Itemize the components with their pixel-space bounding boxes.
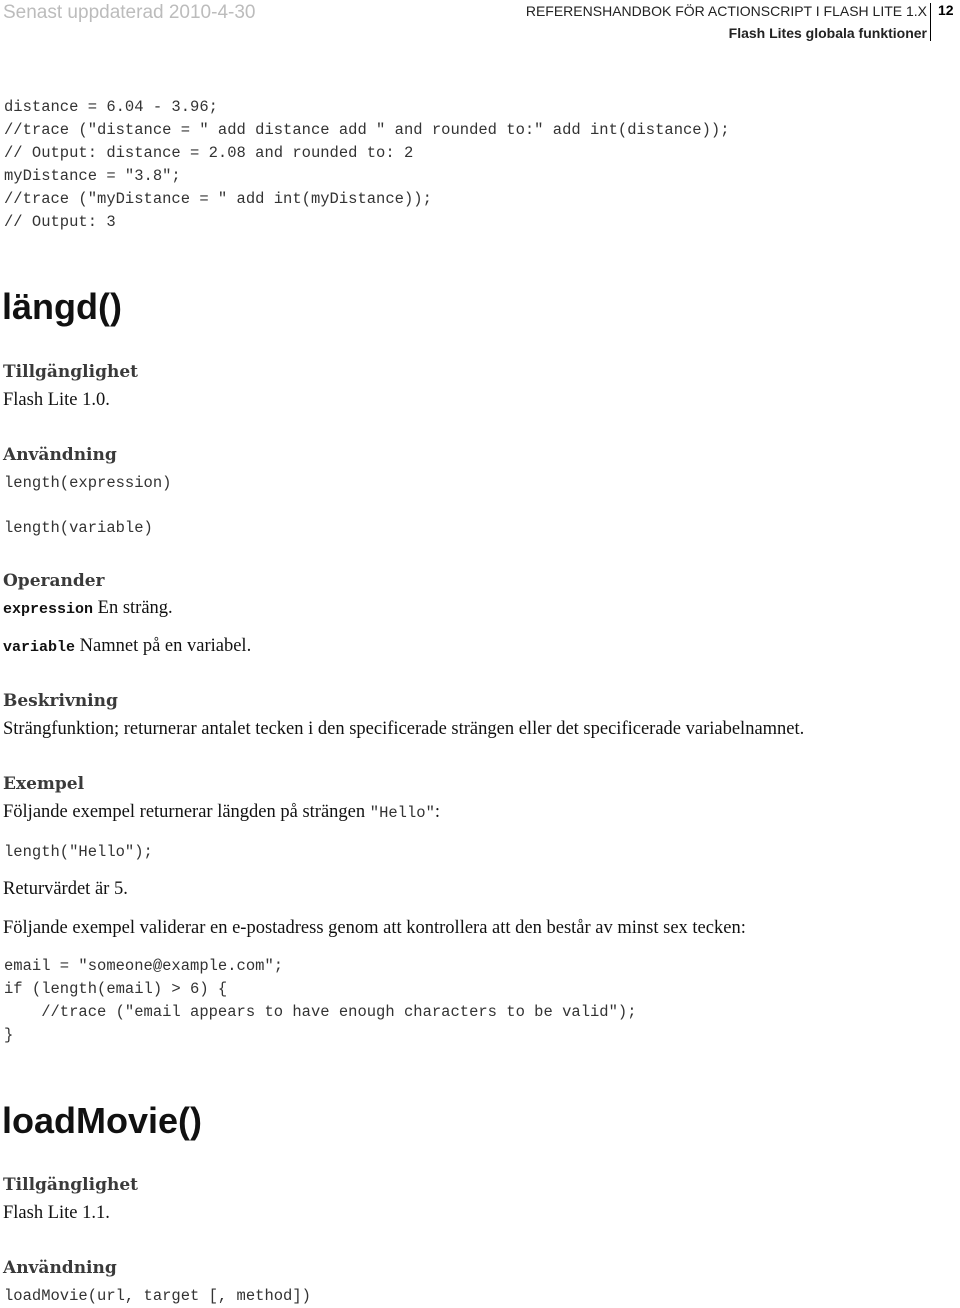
usage-heading: Användning	[3, 445, 117, 465]
operand-variable-name: variable	[3, 639, 76, 656]
example-code-2: email = "someone@example.com"; if (length(email) > 6) { //trace ("email appears to have enough characters to be valid"); }	[4, 957, 637, 1044]
loadmovie-usage-code: loadMovie(url, target [, method])	[4, 1287, 311, 1305]
header-divider	[930, 3, 931, 41]
usage-code-1: length(expression)	[4, 474, 172, 492]
last-updated-label: Senast uppdaterad 2010-4-30	[3, 2, 256, 23]
operand-expression-desc: En sträng.	[97, 598, 173, 618]
code-block-int-example: distance = 6.04 - 3.96; //trace ("distance = " add distance add " and rounded to:" add int(distance)); // Output: distance = 2.08 and rounded to: 2 myDistance = "3.8"; //trace ("myDistance = " add int(myDistance)); // Output: 3	[4, 98, 730, 231]
loadmovie-availability-heading: Tillgänglighet	[3, 1175, 139, 1195]
page-number: 12	[938, 2, 954, 18]
description-heading: Beskrivning	[3, 691, 118, 711]
section-title-loadmovie: loadMovie()	[2, 1100, 203, 1141]
operand-variable-desc: Namnet på en variabel.	[79, 636, 252, 656]
operand-expression-name: expression	[3, 601, 94, 618]
usage-code-2: length(variable)	[4, 519, 153, 537]
example-heading: Exempel	[3, 774, 85, 794]
example-intro-colon: :	[434, 802, 441, 822]
example-code-1: length("Hello");	[4, 843, 153, 861]
example-intro-text: Följande exempel returnerar längden på strängen	[3, 802, 370, 822]
description-text: Strängfunktion; returnerar antalet tecken i den specificerade strängen eller det specificerade variabelnamnet.	[3, 719, 805, 739]
book-title: REFERENSHANDBOK FÖR ACTIONSCRIPT I FLASH LITE 1.X	[525, 3, 927, 19]
section-title-length: längd()	[2, 286, 122, 327]
operands-heading: Operander	[3, 571, 105, 591]
example-result: Returvärdet är 5.	[3, 879, 128, 899]
loadmovie-availability-text: Flash Lite 1.1.	[3, 1203, 110, 1223]
availability-text: Flash Lite 1.0.	[3, 390, 110, 410]
example-intro-code: "Hello"	[369, 804, 435, 822]
chapter-title: Flash Lites globala funktioner	[728, 25, 927, 41]
running-header	[526, 3, 927, 41]
example-intro	[3, 802, 440, 823]
operand-expression	[3, 598, 173, 619]
example2-intro: Följande exempel validerar en e-postadress genom att kontrollera att den består av minst sex tecken:	[3, 918, 746, 938]
operand-variable	[3, 636, 251, 657]
loadmovie-usage-heading: Användning	[3, 1258, 117, 1278]
availability-heading: Tillgänglighet	[3, 362, 139, 382]
